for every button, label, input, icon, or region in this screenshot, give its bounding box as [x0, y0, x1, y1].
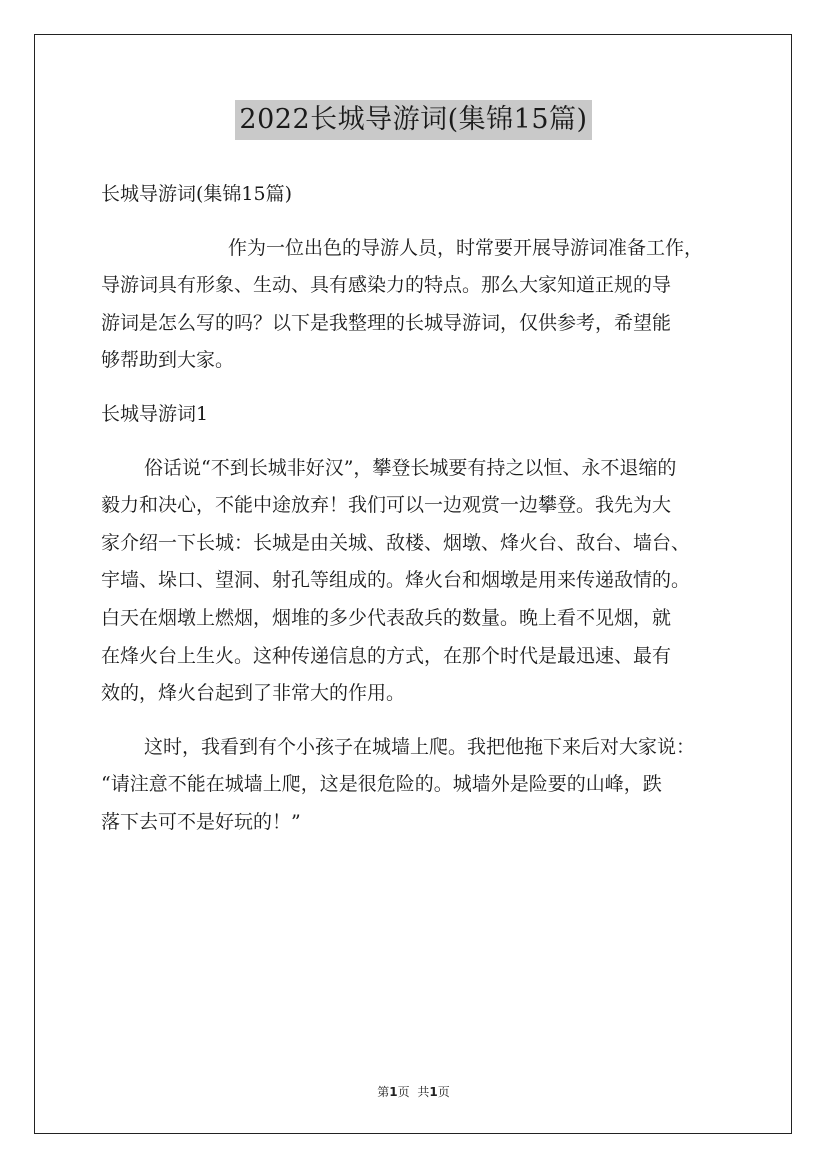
paragraph-gap — [101, 713, 741, 729]
page-label-suffix: 页 — [397, 1085, 410, 1099]
document-body — [101, 176, 741, 842]
section-heading: 长城导游词1 — [101, 402, 209, 425]
total-label-prefix: 共 — [417, 1085, 430, 1099]
paragraph-line: 在烽火台上生火。这种传递信息的方式，在那个时代是最迅速、最有 — [101, 644, 672, 667]
paragraph-line: 家介绍一下长城：长城是由关城、敌楼、烟墩、烽火台、敌台、墙台、 — [101, 531, 691, 554]
paragraph-line: 俗话说“不到长城非好汉”，攀登长城要有持之以恒、永不退缩的 — [144, 456, 677, 479]
page-label-prefix: 第 — [377, 1085, 390, 1099]
paragraph-line: 效的，烽火台起到了非常大的作用。 — [101, 682, 406, 705]
title-container — [0, 100, 827, 140]
intro-line: 导游词具有形象、生动、具有感染力的特点。那么大家知道正规的导 — [101, 274, 672, 297]
intro-line: 游词是怎么写的吗？以下是我整理的长城导游词，仅供参考，希望能 — [101, 311, 672, 334]
total-label-suffix: 页 — [437, 1085, 450, 1099]
document-title: 2022长城导游词(集锦15篇) — [235, 100, 591, 140]
paragraph-line: 白天在烟墩上燃烟，烟堆的多少代表敌兵的数量。晚上看不见烟，就 — [101, 606, 672, 629]
paragraph-line: 落下去可不是好玩的！” — [101, 810, 301, 833]
intro-line: 够帮助到大家。 — [101, 349, 235, 372]
document-subtitle: 长城导游词(集锦15篇) — [101, 183, 293, 205]
paragraph-line: 这时，我看到有个小孩子在城墙上爬。我把他拖下来后对大家说： — [144, 735, 696, 758]
paragraph-line: 毅力和决心，不能中途放弃！我们可以一边观赏一边攀登。我先为大 — [101, 494, 672, 517]
total-pages: 1 — [429, 1085, 438, 1099]
paragraph-line: “请注意不能在城墙上爬，这是很危险的。城墙外是险要的山峰，跌 — [101, 773, 662, 796]
page-footer — [0, 1083, 827, 1100]
page-number: 1 — [389, 1085, 398, 1099]
intro-line: 作为一位出色的导游人员，时常要开展导游词准备工作， — [228, 236, 704, 259]
paragraph-line: 宇墙、垛口、望洞、射孔等组成的。烽火台和烟墩是用来传递敌情的。 — [101, 569, 691, 592]
